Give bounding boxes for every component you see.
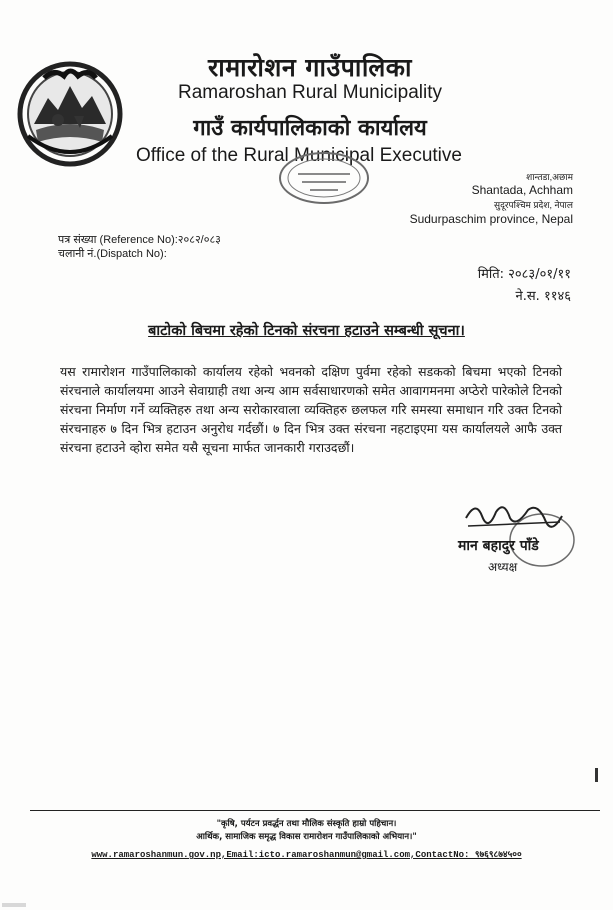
office-name-np: गाउँ कार्यपालिकाको कार्यालय <box>193 116 427 141</box>
municipality-name-np: रामारोशन गाउँपालिका <box>208 53 412 82</box>
address-line-en: Shantada, Achham <box>471 183 573 197</box>
date-line: मिति: २०८३/०१/११ <box>477 267 571 282</box>
signatory-title: अध्यक्ष <box>488 560 518 574</box>
footer-slogan: "कृषि, पर्यटन प्रवर्द्धन तथा मौलिक संस्कृति हाम्रो पहिचान। <box>216 819 397 829</box>
footer-campaign: आर्थिक, सामाजिक समृद्ध विकास रामारोशन गाउँपालिकाको अभियान।" <box>196 832 417 842</box>
notice-subject <box>0 320 613 340</box>
province-line-np: सुदूरपश्चिम प्रदेश, नेपाल <box>494 200 573 210</box>
dispatch-number: चलानी नं.(Dispatch No): <box>58 248 167 260</box>
footer-divider <box>30 810 600 811</box>
municipality-name-en: Ramaroshan Rural Municipality <box>178 82 442 103</box>
address-line-np: शान्तडा,अछाम <box>526 172 573 182</box>
notice-subject-text: बाटोको बिचमा रहेको टिनको संरचना हटाउने सम्बन्धी सूचना। <box>148 323 465 339</box>
office-name-en: Office of the Rural Municipal Executive <box>136 145 462 166</box>
nepal-emblem-logo <box>14 58 126 170</box>
province-line-en: Sudurpaschim province, Nepal <box>409 212 573 226</box>
notice-body: यस रामारोशन गाउँपालिकाको कार्यालय रहेको भवनको दक्षिण पुर्वमा रहेको सडकको बिचमा भएको टिनको संरचनाले कार्यालयमा आउने सेवाग्राही तथा अन्य आम सर्वसाधारणको समेत आवागमनमा अप्ठेरो पारेकोले टिनको संरचना निर्माण गर्ने व्यक्तिहरु तथा अन्य सरोकारवाला व्यक्तिहरु छलफल गरि समस्या समाधान गरि उक्त टिनको संरचनाहरु ७ दिन भित्र हटाउन अनुरोध गर्दछौं। ७ दिन भित्र उक्त संरचना नहटाइएमा यस कार्यालयले आफै उक्त संरचना हटाउने व्होरा समेत यसै सूचना मार्फत जानकारी गराउदछौं। <box>60 364 562 455</box>
nepal-sambat-date: ने.स. ११४६ <box>515 289 571 304</box>
footer-contact: www.ramaroshanmun.gov.np,Email:icto.ramaroshanmun@gmail.com,ContactNo: ९७६९८७४५०० <box>91 850 522 860</box>
office-stamp-seal <box>276 150 372 206</box>
signatory-name: मान बहादुर पाँडे <box>458 538 539 554</box>
reference-number: पत्र संख्या (Reference No):२०८२/०८३ <box>58 234 221 246</box>
scan-edge-mark <box>595 768 598 782</box>
scanner-watermark-icon <box>2 902 26 908</box>
